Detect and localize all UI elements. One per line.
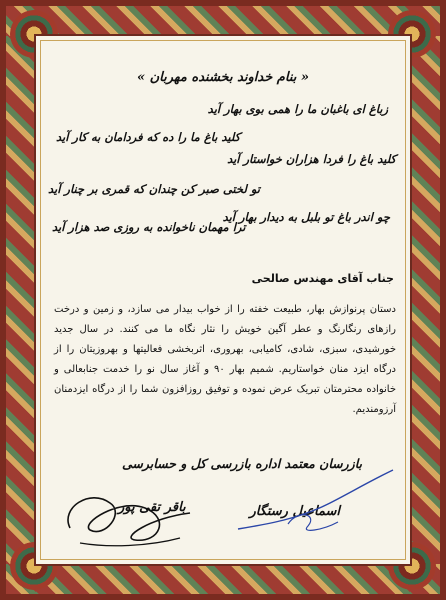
signatory-name-right: اسماعیل رستگار — [249, 504, 340, 519]
poem-verse: زباغ ای باغبان ما را همی بوی بهار آید — [207, 102, 388, 116]
poem-block — [44, 102, 402, 262]
letter-content — [44, 44, 402, 556]
salutation: جناب آقای مهندس صالحی — [251, 272, 394, 285]
signature-scribble-black — [50, 468, 200, 558]
poem-verse: کلید باغ ما را ده که فردامان به کار آید — [56, 130, 241, 144]
signatory-name-left: باقر تقی پور — [118, 500, 186, 515]
letter-body: دستان پرنوازش بهار، طبیعت خفته را از خواب بیدار می سازد، و زمین و درخت رازهای رنگارنگ و عطر آگین خویش را نثار نگاه ما می کنند. در سال جدید خورشیدی، سبزی، شادی، کامیابی، بهروری، اثربخشی فعالیتها و بهروزیتان را از درگاه ایزد منان خواستاریم. شمیم بهار ۹۰ و آغاز سال نو را خدمت جنابعالی و خانواده محترمتان تبریک عرض نموده و توفیق روزافزون شما را از درگاه ایزدمنان آرزومندیم. — [54, 304, 397, 415]
signatory-title: بازرسان معتمد اداره بازرسی کل و حسابرسی — [122, 456, 362, 471]
signature-scribble-blue — [228, 464, 398, 544]
poem-verse: کلید باغ را فردا هزاران خواستار آید — [227, 152, 396, 166]
bismillah-heading: « بنام خداوند بخشنده مهربان » — [136, 70, 310, 85]
signature-block — [44, 454, 402, 564]
poem-verse: تو لختی صبر کن چندان که قمری بر چنار آید — [48, 182, 260, 196]
poem-verse: چو اندر باغ تو بلبل به دیدار بهار آید — [222, 210, 390, 224]
poem-verse: ترا مهمان ناخوانده به روزی صد هزار آید — [52, 220, 246, 234]
